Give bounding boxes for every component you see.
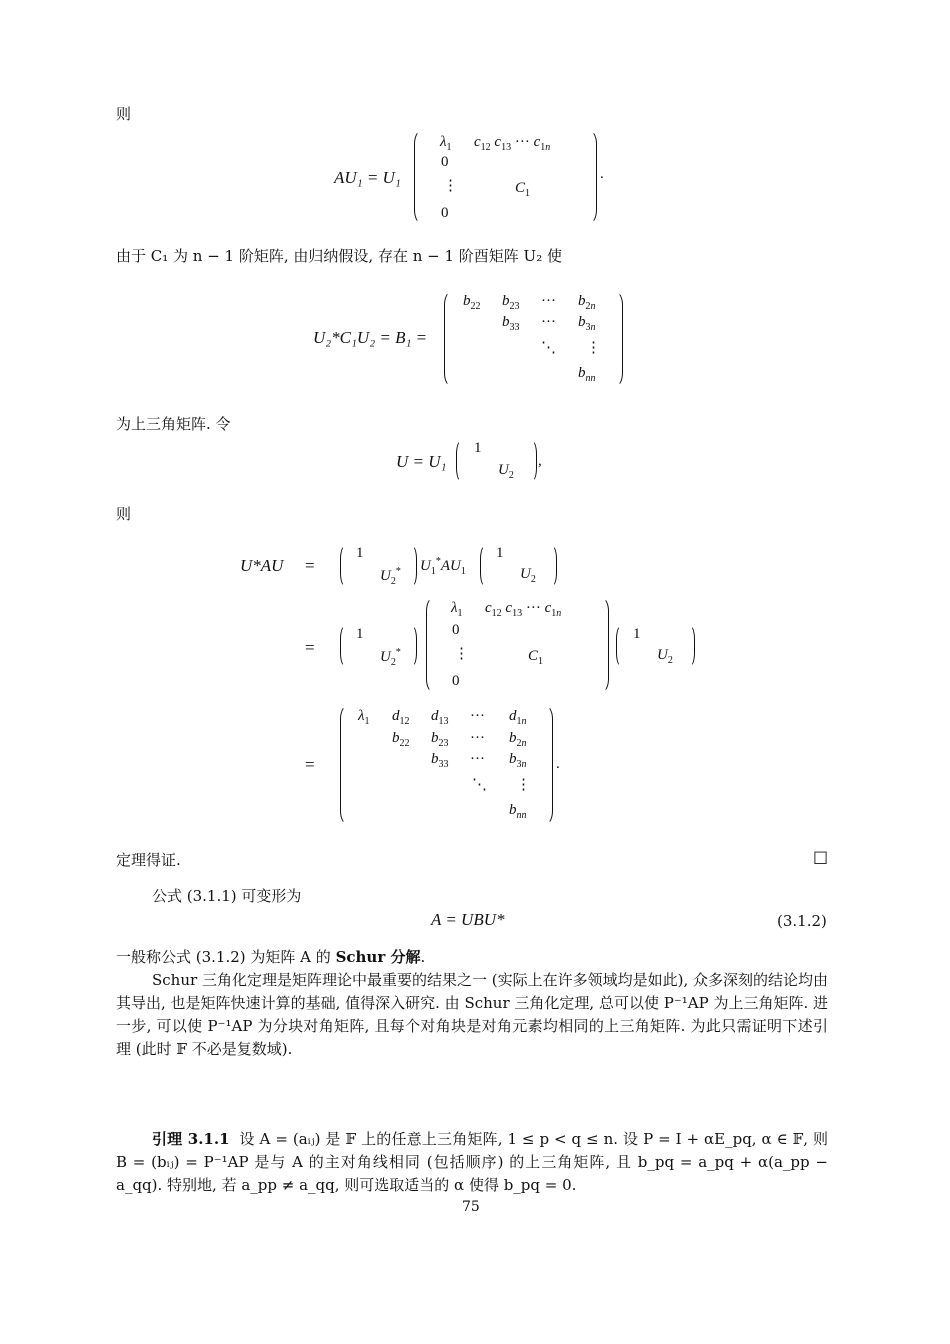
eq2-cell-b33: $b_{33}$ (502, 314, 520, 333)
eq4-r2-cell-U2star: $U_2^*$ (380, 647, 401, 668)
lemma-3-1-1 (116, 1128, 828, 1197)
eq4-r3-cell-dots3: ··· (470, 751, 485, 767)
eq4-r1-cell-1b: 1 (496, 545, 504, 561)
eq2-cell-ddots: ⋱ (541, 340, 556, 356)
page-number: 75 (462, 1199, 480, 1215)
eq4-r3-cell-bnn: $b_{nn}$ (509, 802, 527, 821)
eq4-r3-cell-b23: $b_{23}$ (431, 730, 449, 749)
eq4-r2-cell-0a: 0 (452, 622, 460, 638)
text-upper-tri: 为上三角矩阵. 令 (116, 415, 231, 433)
eq3-right-paren (528, 440, 537, 482)
eq4-r2-cell-c12: $c_{12}$ $c_{13}$ ··· $c_{1n}$ (485, 600, 562, 619)
eq4-r1-paren-r1 (408, 545, 417, 587)
eq4-r2-paren-r1 (408, 625, 417, 667)
eq1-cell-C1: $C_1$ (515, 180, 531, 199)
eq1-right-paren (584, 130, 597, 224)
eq3-comma: , (538, 453, 542, 469)
schur-def-suffix: . (420, 948, 426, 966)
eq1-cell-0b: 0 (441, 205, 449, 221)
text-ze-1: 则 (116, 105, 132, 123)
eq1-cell-0a: 0 (441, 154, 449, 170)
eq4-r3-paren-l (340, 705, 353, 825)
equation-number-3-1-2: (3.1.2) (777, 912, 827, 930)
lemma-body: 设 A = (aᵢⱼ) 是 𝔽 上的任意上三角矩阵, 1 ≤ p < q ≤ n. 设 P = I + αE_pq, α ∈ 𝔽, 则 B = (bᵢⱼ) = P⁻¹AP 是与 A 的主对角线相同 (包括顺序) 的上三角矩阵, 且 b_pq = a_pq + α(a_pp − a_qq). 特别地, 若 a_pp ≠ a_qq, 则可选取适当的 α 使得 b_pq = 0. (116, 1130, 828, 1194)
eq4-r1-paren-l2 (480, 545, 489, 587)
eq2-cell-dots1: ··· (541, 293, 556, 309)
eq2-left-paren (444, 291, 457, 387)
eq4-r2-paren-l3 (616, 625, 625, 667)
schur-def-bold: Schur 分解 (335, 948, 421, 966)
eq2-cell-dots2: ··· (541, 314, 556, 330)
eq4-r2-paren-r2 (596, 597, 609, 693)
lemma-label: 引理 3.1.1 (152, 1130, 230, 1148)
eq2-right-paren (610, 291, 623, 387)
eq4-r3-cell-lambda1: $\lambda_1$ (358, 708, 370, 727)
eq4-r2-cell-lambda1: $\lambda_1$ (451, 600, 463, 619)
eq4-r1-U1star-A-U1: $U_1^*AU_1$ (420, 556, 466, 577)
eq3-cell-1: 1 (474, 440, 482, 456)
eq4-r1-cell-1a: 1 (356, 545, 364, 561)
eq4-r3-cell-b22: $b_{22}$ (392, 730, 410, 749)
eq1-lhs: AU₁ = U₁ (334, 168, 401, 187)
eq4-r3-cell-d12: $d_{12}$ (392, 708, 410, 727)
eq4-eq-sign-2: = (305, 638, 315, 657)
eq4-r2-cell-U2: $U_2$ (657, 647, 673, 666)
eq4-r2-cell-1b: 1 (633, 626, 641, 642)
eq4-r3-cell-dots1: ··· (470, 708, 485, 724)
eq4-r3-cell-d1n: $d_{1n}$ (509, 708, 527, 727)
eq1-cell-c12: $c_{12}$ $c_{13}$ ··· $c_{1n}$ (474, 134, 551, 153)
eq4-r1-cell-U2: $U_2$ (520, 566, 536, 585)
eq4-eq-sign-3: = (305, 755, 315, 774)
eq1-cell-vdots: ⋮ (443, 178, 458, 194)
eq4-eq-sign-1: = (305, 556, 315, 575)
eq4-r1-cell-U2star: $U_2^*$ (380, 566, 401, 587)
eq1-left-paren (414, 130, 427, 224)
eq2-cell-bnn: $b_{nn}$ (578, 365, 596, 384)
schur-definition (116, 946, 425, 967)
eq3-cell-U2: $U_2$ (498, 462, 514, 481)
eq4-r2-cell-C1: $C_1$ (528, 648, 544, 667)
eq2-lhs: U₂*C₁U₂ = B₁ = (313, 328, 428, 347)
eq4-r3-cell-d13: $d_{13}$ (431, 708, 449, 727)
eq4-r2-cell-vdots: ⋮ (454, 646, 469, 662)
eq2-cell-vdots: ⋮ (586, 340, 601, 356)
text-ze-2: 则 (116, 505, 132, 523)
eq4-r2-paren-r3 (686, 625, 695, 667)
text-proof-done: 定理得证. (116, 851, 181, 869)
eq3-lhs: U = U₁ (396, 452, 447, 471)
qed-symbol: □ (813, 847, 829, 866)
eq4-r3-cell-b3n: $b_{3n}$ (509, 751, 527, 770)
eq4-r3-cell-b2n: $b_{2n}$ (509, 730, 527, 749)
eq1-period: . (600, 166, 604, 182)
eq4-r2-cell-1a: 1 (356, 626, 364, 642)
eq4-r3-cell-ddots: ⋱ (472, 777, 487, 793)
eq4-r2-cell-0b: 0 (452, 673, 460, 689)
eq2-cell-b23: $b_{23}$ (502, 293, 520, 312)
eq2-cell-b22: $b_{22}$ (463, 293, 481, 312)
eq4-r3-cell-dots2: ··· (470, 730, 485, 746)
eq4-lhs: U*AU (240, 556, 284, 575)
eq2-cell-b3n: $b_{3n}$ (578, 314, 596, 333)
eq3-left-paren (456, 440, 465, 482)
equation-3-1-2: A = UBU* (431, 910, 505, 929)
eq4-r3-cell-b33: $b_{33}$ (431, 751, 449, 770)
eq4-r3-period: . (556, 756, 560, 772)
text-formula-intro: 公式 (3.1.1) 可变形为 (152, 887, 302, 905)
schur-def-prefix: 一般称公式 (3.1.2) 为矩阵 A 的 (116, 948, 331, 966)
eq4-r1-paren-r2 (548, 545, 557, 587)
eq4-r1-paren-l1 (340, 545, 349, 587)
eq4-r2-paren-l2 (426, 597, 439, 693)
eq4-r2-paren-l1 (340, 625, 349, 667)
eq4-r3-paren-r (540, 705, 553, 825)
eq2-cell-b2n: $b_{2n}$ (578, 293, 596, 312)
eq4-r3-cell-vdots: ⋮ (516, 777, 531, 793)
text-c1-intro: 由于 C₁ 为 n − 1 阶矩阵, 由归纳假设, 存在 n − 1 阶酉矩阵 U₂ 使 (116, 247, 562, 265)
paragraph-schur: Schur 三角化定理是矩阵理论中最重要的结果之一 (实际上在许多领域均是如此), 众多深刻的结论均由其导出, 也是矩阵快速计算的基础, 值得深入研究. 由 Schur 三角化定理, 总可以使 P⁻¹AP 为上三角矩阵. 进一步, 可以使 P⁻¹AP 为分块对角矩阵, 且每个对角块是对角元素均相同的上三角矩阵. 为此只需证明下述引理 (此时 𝔽 不必是复数域). (116, 971, 828, 1058)
eq1-cell-lambda1: $\lambda_1$ (440, 134, 452, 153)
